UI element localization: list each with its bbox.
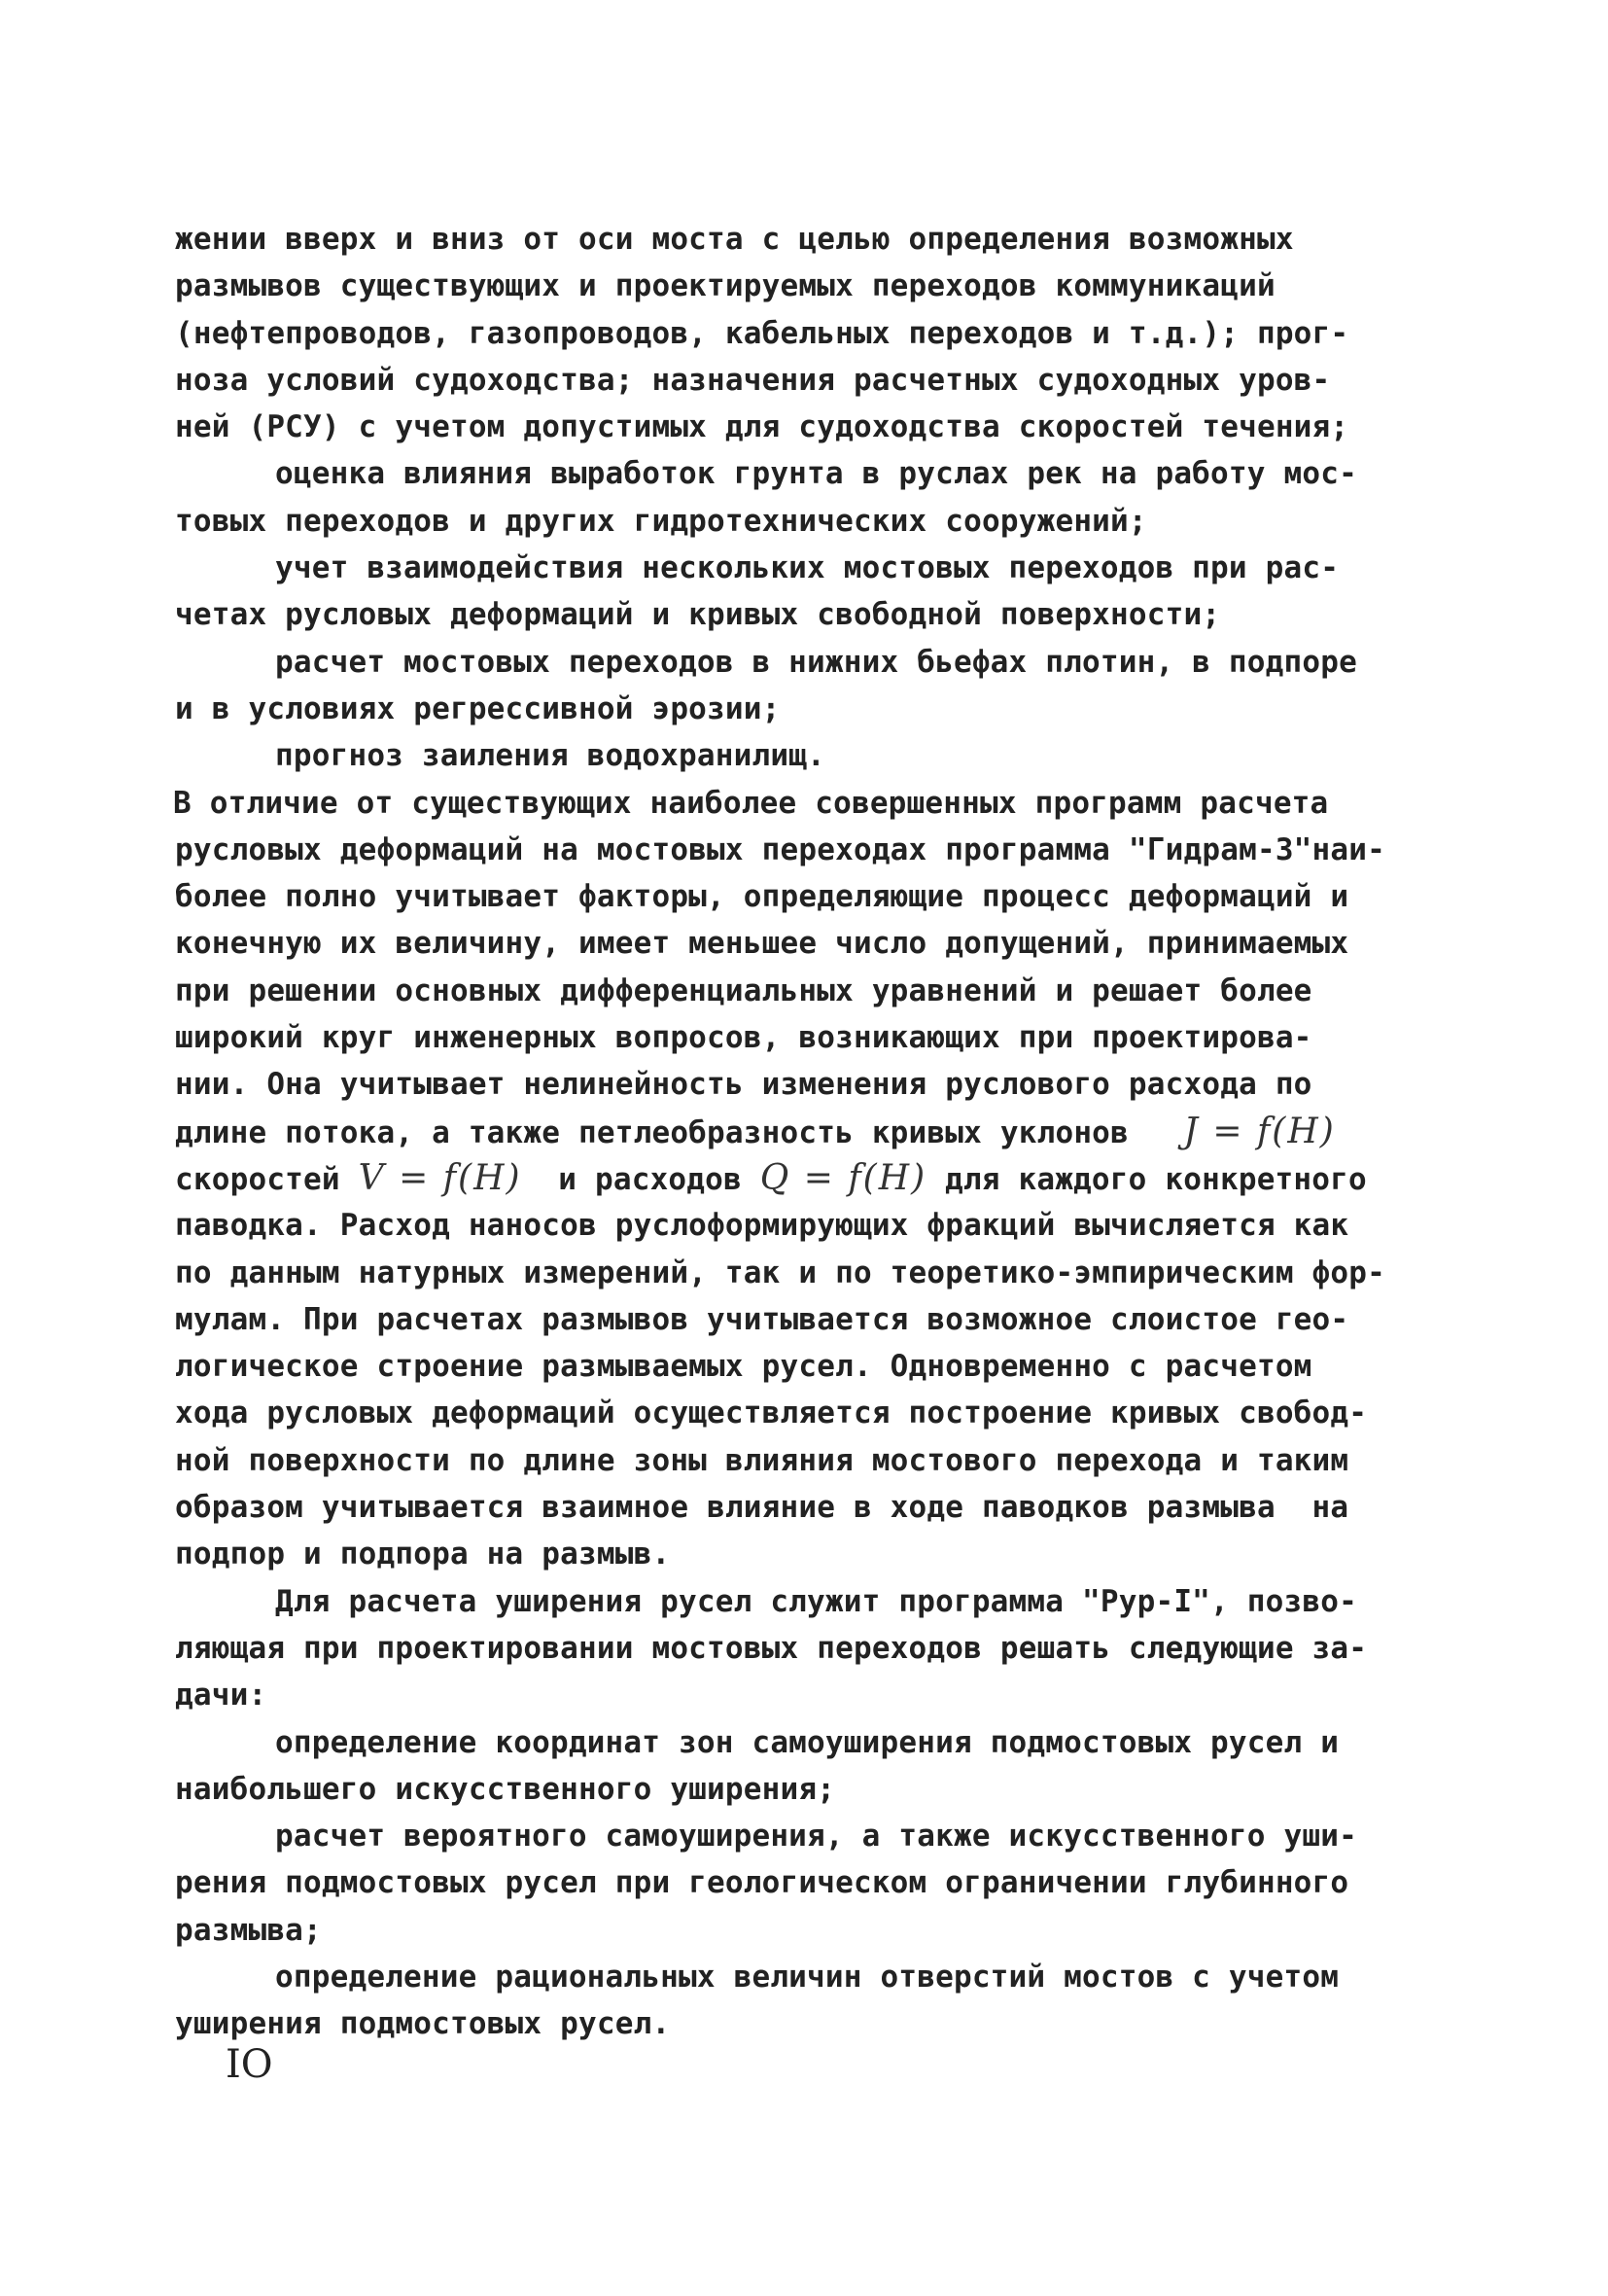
text-line: ляющая при проектировании мостовых переходов решать следующие за- bbox=[175, 1630, 1368, 1666]
text-line: при решении основных дифференциальных уравнений и решает более bbox=[175, 972, 1312, 1008]
text-line: прогноз заиления водохранилищ. bbox=[275, 738, 825, 774]
text-fragment: и расходов bbox=[558, 1161, 742, 1197]
text-fragment: для каждого конкретного bbox=[945, 1161, 1367, 1197]
text-line: оценка влияния выработок грунта в руслах рек на работу мос- bbox=[275, 456, 1357, 492]
text-line: расчет вероятного самоуширения, а также искусственного уши- bbox=[275, 1819, 1357, 1854]
text-line: товых переходов и других гидротехнических сооружений; bbox=[175, 503, 1147, 539]
text-line: по данным натурных измерений, так и по теоретико-эмпирическим фор- bbox=[175, 1254, 1385, 1290]
text-line: паводка. Расход наносов руслоформирующих фракций вычисляется как bbox=[175, 1208, 1349, 1244]
text-line: нии. Она учитывает нелинейность изменения руслового расхода по bbox=[175, 1067, 1312, 1103]
text-line: определение координат зон самоуширения подмостовых русел и bbox=[275, 1724, 1340, 1760]
text-line: дачи: bbox=[175, 1678, 267, 1713]
text-line: расчет мостовых переходов в нижних бьефах плотин, в подпоре bbox=[275, 644, 1357, 680]
text-line: мулам. При расчетах размывов учитывается возможное слоистое гео- bbox=[175, 1301, 1349, 1337]
text-line: учет взаимодействия нескольких мостовых переходов при рас- bbox=[275, 550, 1340, 586]
text-line: рения подмостовых русел при геологическом ограничении глубинного bbox=[175, 1865, 1349, 1901]
text-line: широкий круг инженерных вопросов, возникающих при проектирова- bbox=[175, 1020, 1312, 1056]
text-line: ноза условий судоходства; назначения расчетных судоходных уров- bbox=[175, 362, 1331, 398]
text-line: (нефтепроводов, газопроводов, кабельных переходов и т.д.); прог- bbox=[175, 315, 1349, 351]
handwritten-formula-velocity: V = f(H) bbox=[358, 1157, 522, 1198]
text-line: В отличие от существующих наиболее совершенных программ расчета bbox=[173, 785, 1329, 821]
body-text bbox=[175, 216, 1429, 2048]
text-line: русловых деформаций на мостовых переходах программа "Гидрам-3"наи- bbox=[175, 831, 1385, 867]
handwritten-formula-discharge: Q = f(H) bbox=[759, 1157, 927, 1198]
text-line-with-formula bbox=[175, 1155, 1429, 1202]
text-line: конечную их величину, имеет меньшее число допущений, принимаемых bbox=[175, 926, 1349, 962]
text-line: наибольшего искусственного уширения; bbox=[175, 1771, 836, 1807]
text-line: и в условиях регрессивной эрозии; bbox=[175, 690, 781, 726]
text-line: Для расчета уширения русел служит программа "Рур-I", позво- bbox=[275, 1583, 1357, 1619]
text-line: уширения подмостовых русел. bbox=[175, 2006, 671, 2042]
text-line: ной поверхности по длине зоны влияния мостового перехода и таким bbox=[175, 1442, 1349, 1478]
text-fragment: скоростей bbox=[175, 1161, 340, 1197]
handwritten-formula-slope: J = f(H) bbox=[1183, 1111, 1336, 1151]
text-line: определение рациональных величин отверстий мостов с учетом bbox=[275, 1959, 1340, 1995]
text-line: размыва; bbox=[175, 1912, 322, 1948]
text-line: образом учитывается взаимное влияние в ходе паводков размыва на bbox=[175, 1490, 1349, 1526]
text-line: логическое строение размываемых русел. Одновременно с расчетом bbox=[175, 1349, 1312, 1385]
page-number: IO bbox=[226, 2042, 273, 2087]
text-line: хода русловых деформаций осуществляется построение кривых свобод- bbox=[175, 1395, 1368, 1431]
text-line-with-formula bbox=[175, 1109, 1429, 1155]
text-line: жении вверх и вниз от оси моста с целью определения возможных bbox=[175, 222, 1294, 257]
text-line: размывов существующих и проектируемых переходов коммуникаций bbox=[175, 268, 1276, 304]
text-line: подпор и подпора на размыв. bbox=[175, 1537, 671, 1572]
text-fragment: длине потока, а также петлеобразность кривых уклонов bbox=[175, 1114, 1129, 1150]
text-line: более полно учитывает факторы, определяющие процесс деформаций и bbox=[175, 879, 1349, 915]
text-line: ней (РСУ) с учетом допустимых для судоходства скоростей течения; bbox=[175, 409, 1349, 445]
text-line: четах русловых деформаций и кривых свободной поверхности; bbox=[175, 597, 1221, 633]
